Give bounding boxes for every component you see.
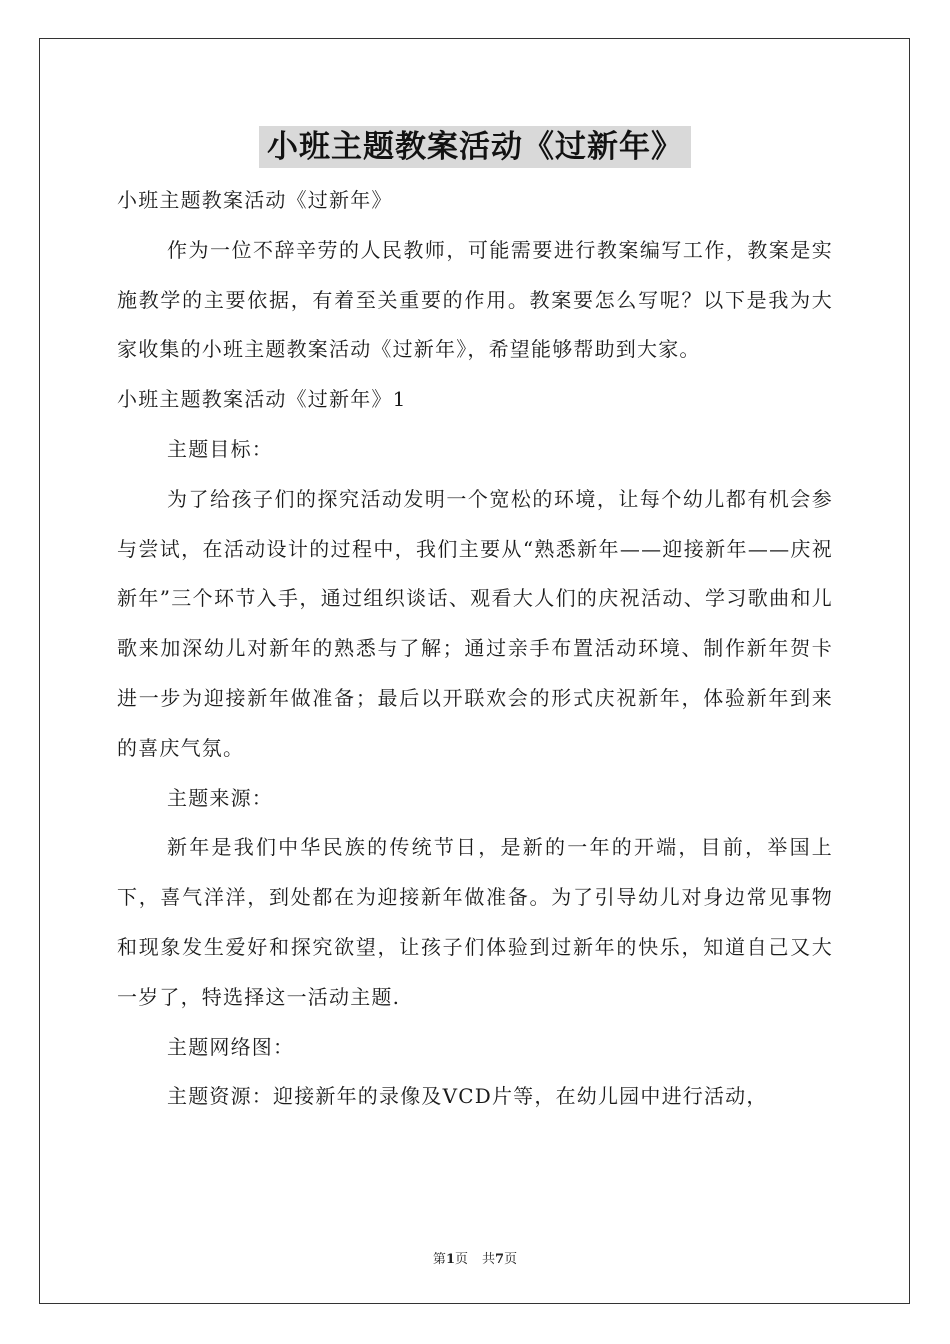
document-subtitle: 小班主题教案活动《过新年》 — [117, 188, 393, 212]
goal-label: 主题目标： — [167, 436, 273, 461]
goal-paragraph: 为了给孩子们的探究活动发明一个宽松的环境，让每个幼儿都有机会参与尝试，在活动设计的过程中，我们主要从“熟悉新年——迎接新年——庆祝新年”三个环节入手，通过组织谈话、观看大人们的庆祝活动、学习歌曲和儿歌来加深幼儿对新年的熟悉与了解；通过亲手布置活动环境、制作新年贺卡进一步为迎接新年做准备；最后以开联欢会的形式庆祝新年，体验新年到来的喜庆气氛。 — [117, 486, 833, 760]
page-suffix: 页 — [454, 1252, 468, 1267]
total-suffix: 页 — [504, 1252, 518, 1267]
source-paragraph: 新年是我们中华民族的传统节日，是新的一年的开端，目前，举国上下，喜气洋洋，到处都在为迎接新年做准备。为了引导幼儿对身边常见事物和现象发生爱好和探究欲望，让孩子们体验到过新年的快乐，知道自己又大一岁了，特选择这一活动主题. — [117, 835, 833, 1009]
resource-paragraph: 主题资源：迎接新年的录像及VCD片等，在幼儿园中进行活动， — [167, 1084, 768, 1109]
total-prefix: 共 — [482, 1252, 496, 1267]
page-total: 7 — [495, 1252, 505, 1267]
intro-paragraph: 作为一位不辞辛劳的人民教师，可能需要进行教案编写工作，教案是实施教学的主要依据，有着至关重要的作用。教案要怎么写呢？以下是我为大家收集的小班主题教案活动《过新年》，希望能够帮助到大家。 — [117, 237, 833, 362]
section-heading: 小班主题教案活动《过新年》1 — [117, 387, 407, 412]
page-prefix: 第 — [432, 1252, 446, 1267]
document-title: 小班主题教案活动《过新年》 — [259, 126, 691, 168]
source-label: 主题来源： — [167, 785, 273, 810]
network-label: 主题网络图： — [167, 1034, 295, 1059]
document-body — [117, 176, 833, 1122]
page-footer — [0, 1248, 950, 1267]
title-container — [0, 126, 950, 168]
page-current: 1 — [445, 1252, 455, 1267]
